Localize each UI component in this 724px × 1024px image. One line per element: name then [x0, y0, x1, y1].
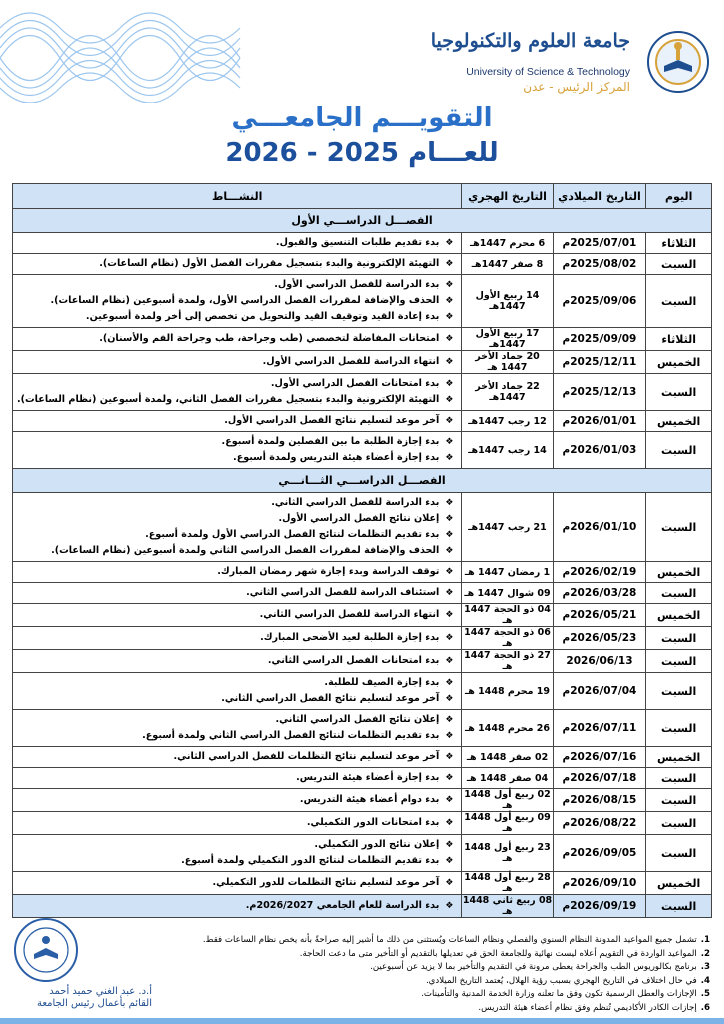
day-cell: الخميس	[646, 747, 712, 768]
activity-cell	[13, 768, 462, 789]
day-cell: الخميس	[646, 411, 712, 432]
activity-item: ❖ بدء إجازة الطلبة ما بين الفصلين ولمدة أسبوع.	[17, 434, 453, 450]
gregorian-date-cell: 2025/12/11م	[553, 351, 646, 374]
activity-item: ❖ توقف الدراسة وبدء إجازة شهر رمضان المبارك.	[17, 564, 453, 580]
gregorian-date-cell: 2026/02/19م	[553, 562, 646, 583]
activity-cell	[13, 872, 462, 895]
activity-item: ❖ بدء الدراسة للفصل الدراسي الأول.	[17, 277, 453, 293]
day-cell: السبت	[646, 895, 712, 918]
day-cell: الثلاثاء	[646, 233, 712, 254]
note-text: الإجازات والعطل الرسمية تكون وفق ما تعلنه وزارة الخدمة المدنية والتأمينات.	[421, 989, 697, 1000]
calendar-row	[13, 789, 712, 812]
activity-item: ❖ التهيئة الإلكترونية والبدء بتسجيل مقررات الفصل الثاني، ولمدة أسبوعين (نظام الساعات).	[17, 392, 453, 408]
day-cell: السبت	[646, 583, 712, 604]
calendar-row	[13, 583, 712, 604]
calendar-row	[13, 627, 712, 650]
day-cell: السبت	[646, 254, 712, 275]
gregorian-date-cell: 2026/05/23م	[553, 627, 646, 650]
gregorian-date-cell: 2025/09/06م	[553, 275, 646, 328]
note-number: 6.	[700, 1002, 710, 1013]
hijri-date-cell: 22 جماد الأخر 1447هـ	[462, 374, 553, 411]
gregorian-date-cell: 2026/08/22م	[553, 812, 646, 835]
activity-item: ❖ بدء امتحانات الدور التكميلي.	[17, 815, 453, 831]
note-text: في حال اختلاف في التاريخ الهجري بسبب رؤية الهلال، يُعتمد التاريخ الميلادي.	[425, 975, 697, 986]
activity-cell	[13, 328, 462, 351]
calendar-row	[13, 351, 712, 374]
gregorian-date-cell: 2026/06/13	[553, 650, 646, 673]
activity-item: ❖ إعلان نتائج الدور التكميلي.	[17, 837, 453, 853]
footer-bar	[0, 1018, 724, 1024]
gregorian-date-cell: 2026/07/04م	[553, 673, 646, 710]
activity-cell	[13, 835, 462, 872]
activity-cell	[13, 583, 462, 604]
day-cell: السبت	[646, 493, 712, 562]
day-cell: السبت	[646, 768, 712, 789]
academic-calendar-table	[12, 183, 712, 918]
day-cell: الخميس	[646, 872, 712, 895]
activity-cell	[13, 374, 462, 411]
university-name-arabic: جامعة العلوم والتكنولوجيا	[430, 30, 630, 52]
gregorian-date-cell: 2026/09/10م	[553, 872, 646, 895]
gregorian-date-cell: 2026/05/21م	[553, 604, 646, 627]
signatory-name: أ.د. عبد الغني حميد أحمد	[49, 986, 152, 997]
note-item	[150, 934, 710, 948]
note-text: تشمل جميع المواعيد المدونة النظام السنوي والفصلي ونظام الساعات ويُستثنى من ذلك ما أشير إليه صراحةً بأنه يخص نظام الساعات فقط.	[202, 935, 697, 945]
hijri-date-cell: 6 محرم 1447هـ	[462, 233, 553, 254]
activity-cell	[13, 604, 462, 627]
note-number: 4.	[700, 975, 710, 986]
activity-item: ❖ الحذف والإضافة لمقررات الفصل الدراسي الأول، ولمدة أسبوعين (نظام الساعات).	[17, 293, 453, 309]
activity-cell	[13, 233, 462, 254]
activity-cell	[13, 627, 462, 650]
hijri-date-cell: 12 رجب 1447هـ	[462, 411, 553, 432]
hijri-date-cell: 26 محرم 1448 هـ	[462, 710, 553, 747]
activity-cell	[13, 710, 462, 747]
hijri-date-cell: 27 ذو الحجة 1447 هـ	[462, 650, 553, 673]
activity-cell	[13, 895, 462, 918]
note-number: 3.	[700, 962, 710, 973]
activity-cell	[13, 254, 462, 275]
calendar-row	[13, 812, 712, 835]
activity-cell	[13, 351, 462, 374]
activity-item: ❖ الحذف والإضافة لمقررات الفصل الدراسي الثاني ولمدة أسبوعين (نظام الساعات).	[17, 543, 453, 559]
university-emblem-icon	[646, 30, 710, 94]
table-header-row	[13, 184, 712, 209]
activity-cell	[13, 650, 462, 673]
activity-item: ❖ إعلان نتائج الفصل الدراسي الثاني.	[17, 712, 453, 728]
activity-cell	[13, 673, 462, 710]
activity-item: ❖ بدء إعادة القيد وتوقيف القيد والتحويل من تخصص إلى أخر ولمدة أسبوعين.	[17, 309, 453, 325]
activity-item: ❖ بدء إجازة الصيف للطلبة.	[17, 675, 453, 691]
calendar-row	[13, 604, 712, 627]
hijri-date-cell: 14 ربيع الأول 1447هـ	[462, 275, 553, 328]
activity-cell	[13, 562, 462, 583]
calendar-row	[13, 768, 712, 789]
hijri-date-cell: 21 رجب 1447هـ	[462, 493, 553, 562]
gregorian-date-cell: 2026/01/01م	[553, 411, 646, 432]
hijri-date-cell: 23 ربيع أول 1448 هـ	[462, 835, 553, 872]
activity-item: ❖ بدء تقديم طلبات التنسيق والقبول.	[17, 235, 453, 251]
hijri-date-cell: 20 جماد الأخر 1447 هـ	[462, 351, 553, 374]
gregorian-date-cell: 2026/07/18م	[553, 768, 646, 789]
university-name-english: University of Science & Technology	[466, 66, 630, 78]
activity-item: ❖ بدء إجازة أعضاء هيئة التدريس.	[17, 770, 453, 786]
activity-item: ❖ إعلان نتائج الفصل الدراسي الأول.	[17, 511, 453, 527]
notes-list	[150, 934, 710, 1016]
activity-item: ❖ بدء امتحانات الفصل الدراسي الثاني.	[17, 653, 453, 669]
gregorian-date-cell: 2025/08/02م	[553, 254, 646, 275]
note-text: المواعيد الواردة في التقويم أعلاه ليست نهائية وللجامعة الحق في تعديلها بالتقديم أو التأخير متى ما دعت الحاجة.	[299, 948, 697, 959]
day-cell: السبت	[646, 835, 712, 872]
day-cell: الخميس	[646, 604, 712, 627]
hijri-date-cell: 1 رمضان 1447 هـ	[462, 562, 553, 583]
hijri-date-cell: 19 محرم 1448 هـ	[462, 673, 553, 710]
activity-item: ❖ آخر موعد لتسليم نتائج التظلمات للفصل الدراسي الثاني.	[17, 749, 453, 765]
hijri-date-cell: 02 صفر 1448 هـ	[462, 747, 553, 768]
activity-item: ❖ آخر موعد لتسليم نتائج التظلمات للدور التكميلي.	[17, 875, 453, 891]
hijri-date-cell: 09 شوال 1447 هـ	[462, 583, 553, 604]
activity-item: ❖ بدء تقديم التظلمات لنتائج الفصل الدراسي الثاني ولمدة أسبوع.	[17, 728, 453, 744]
gregorian-date-cell: 2026/07/16م	[553, 747, 646, 768]
note-item	[150, 961, 710, 975]
gregorian-date-cell: 2026/01/10م	[553, 493, 646, 562]
activity-cell	[13, 747, 462, 768]
activity-item: ❖ آخر موعد لتسليم نتائج الفصل الدراسي الأول.	[17, 413, 453, 429]
calendar-row	[13, 710, 712, 747]
day-cell: السبت	[646, 374, 712, 411]
gregorian-date-cell: 2025/12/13م	[553, 374, 646, 411]
activity-item: ❖ التهيئة الإلكترونية والبدء بتسجيل مقررات الفصل الأول (نظام الساعات).	[17, 256, 453, 272]
calendar-row	[13, 493, 712, 562]
semester-title: الفصـــل الدراســـي الثـــانـــي	[13, 469, 712, 493]
day-cell: الثلاثاء	[646, 328, 712, 351]
activity-item: ❖ بدء تقديم التظلمات لنتائج الفصل الدراسي الأول ولمدة أسبوع.	[17, 527, 453, 543]
calendar-row	[13, 835, 712, 872]
calendar-row	[13, 411, 712, 432]
header-gregorian-date: التاريخ الميلادي	[553, 184, 646, 209]
day-cell: السبت	[646, 650, 712, 673]
day-cell: السبت	[646, 710, 712, 747]
hijri-date-cell: 04 ذو الحجة 1447 هـ	[462, 604, 553, 627]
activity-item: ❖ استئناف الدراسة للفصل الدراسي الثاني.	[17, 585, 453, 601]
day-cell: السبت	[646, 812, 712, 835]
signatory-title: القائم بأعمال رئيس الجامعة	[36, 998, 152, 1009]
calendar-row	[13, 673, 712, 710]
calendar-row	[13, 747, 712, 768]
activity-item: ❖ امتحانات المفاضلة لتخصصي (طب وجراحة، طب وجراحة الفم والأسنان).	[17, 331, 453, 347]
hijri-date-cell: 06 ذو الحجة 1447 هـ	[462, 627, 553, 650]
semester-section-row	[13, 209, 712, 233]
calendar-row	[13, 275, 712, 328]
semester-title: الفصـــل الدراســـي الأول	[13, 209, 712, 233]
activity-item: ❖ بدء امتحانات الفصل الدراسي الأول.	[17, 376, 453, 392]
gregorian-date-cell: 2026/07/11م	[553, 710, 646, 747]
note-text: إجازات الكادر الأكاديمي تُنظم وفق نظام أعضاء هيئة التدريس.	[478, 1002, 697, 1013]
note-item	[150, 948, 710, 962]
gregorian-date-cell: 2026/01/03م	[553, 432, 646, 469]
page-subtitle: للعـــام 2025 - 2026	[225, 138, 499, 168]
hijri-date-cell: 14 رجب 1447هـ	[462, 432, 553, 469]
note-number: 5.	[700, 989, 710, 1000]
gregorian-date-cell: 2025/07/01م	[553, 233, 646, 254]
note-text: برنامج بكالوريوس الطب والجراحة يعطى مرونة في التقديم والتأخير بما لا يزيد عن أسبوعين.	[370, 962, 697, 973]
activity-item: ❖ بدء تقديم التظلمات لنتائج الدور التكميلي ولمدة أسبوع.	[17, 853, 453, 869]
calendar-row	[13, 872, 712, 895]
hijri-date-cell: 08 ربيع ثاني 1448 هـ	[462, 895, 553, 917]
note-item	[150, 975, 710, 989]
gregorian-date-cell: 2026/09/05م	[553, 835, 646, 872]
header-hijri-date: التاريخ الهجري	[462, 184, 553, 209]
note-item	[150, 1002, 710, 1016]
university-logo	[410, 22, 710, 107]
day-cell: السبت	[646, 627, 712, 650]
calendar-row	[13, 650, 712, 673]
activity-cell	[13, 432, 462, 469]
university-stamp	[12, 916, 80, 984]
activity-cell	[13, 789, 462, 812]
day-cell: السبت	[646, 673, 712, 710]
hijri-date-cell: 09 ربيع أول 1448 هـ	[462, 812, 553, 835]
header-activity: النشـــاط	[13, 184, 462, 209]
calendar-row	[13, 374, 712, 411]
note-item	[150, 988, 710, 1002]
day-cell: السبت	[646, 432, 712, 469]
activity-item: ❖ بدء إجازة الطلبة لعيد الأضحى المبارك.	[17, 630, 453, 646]
university-center-name: المركز الرئيس - عدن	[523, 80, 630, 94]
hijri-date-cell: 17 ربيع الأول 1447هـ	[462, 328, 553, 351]
decorative-wave-pattern	[0, 8, 250, 103]
activity-cell	[13, 275, 462, 328]
activity-cell	[13, 493, 462, 562]
gregorian-date-cell: 2026/09/19م	[553, 895, 646, 918]
hijri-date-cell: 04 صفر 1448 هـ	[462, 768, 553, 789]
calendar-row	[13, 562, 712, 583]
activity-item: ❖ بدء الدراسة للعام الجامعي 2026/2027م.	[17, 898, 453, 914]
activity-item: ❖ انتهاء الدراسة للفصل الدراسي الأول.	[17, 354, 453, 370]
day-cell: الخميس	[646, 351, 712, 374]
calendar-row	[13, 895, 712, 918]
day-cell: الخميس	[646, 562, 712, 583]
day-cell: السبت	[646, 275, 712, 328]
calendar-row	[13, 328, 712, 351]
hijri-date-cell: 8 صفر 1447هـ	[462, 254, 553, 275]
gregorian-date-cell: 2026/03/28م	[553, 583, 646, 604]
day-cell: السبت	[646, 789, 712, 812]
gregorian-date-cell: 2026/08/15م	[553, 789, 646, 812]
header-day: اليوم	[646, 184, 712, 209]
activity-item: ❖ انتهاء الدراسة للفصل الدراسي الثاني.	[17, 607, 453, 623]
calendar-row	[13, 233, 712, 254]
activity-item: ❖ بدء دوام أعضاء هيئة التدريس.	[17, 792, 453, 808]
calendar-row	[13, 254, 712, 275]
activity-item: ❖ آخر موعد لتسليم نتائج الفصل الدراسي الثاني.	[17, 691, 453, 707]
activity-cell	[13, 812, 462, 835]
activity-item: ❖ بدء الدراسة للفصل الدراسي الثاني.	[17, 495, 453, 511]
hijri-date-cell: 28 ربيع أول 1448 هـ	[462, 872, 553, 895]
note-number: 2.	[700, 948, 710, 959]
calendar-row	[13, 432, 712, 469]
activity-item: ❖ بدء إجازة أعضاء هيئة التدريس ولمدة أسبوع.	[17, 450, 453, 466]
hijri-date-cell: 02 ربيع أول 1448 هـ	[462, 789, 553, 812]
note-number: 1.	[700, 935, 710, 945]
page-title: التقويـــم الجامعـــي	[231, 103, 493, 133]
activity-cell	[13, 411, 462, 432]
semester-section-row	[13, 469, 712, 493]
gregorian-date-cell: 2025/09/09م	[553, 328, 646, 351]
